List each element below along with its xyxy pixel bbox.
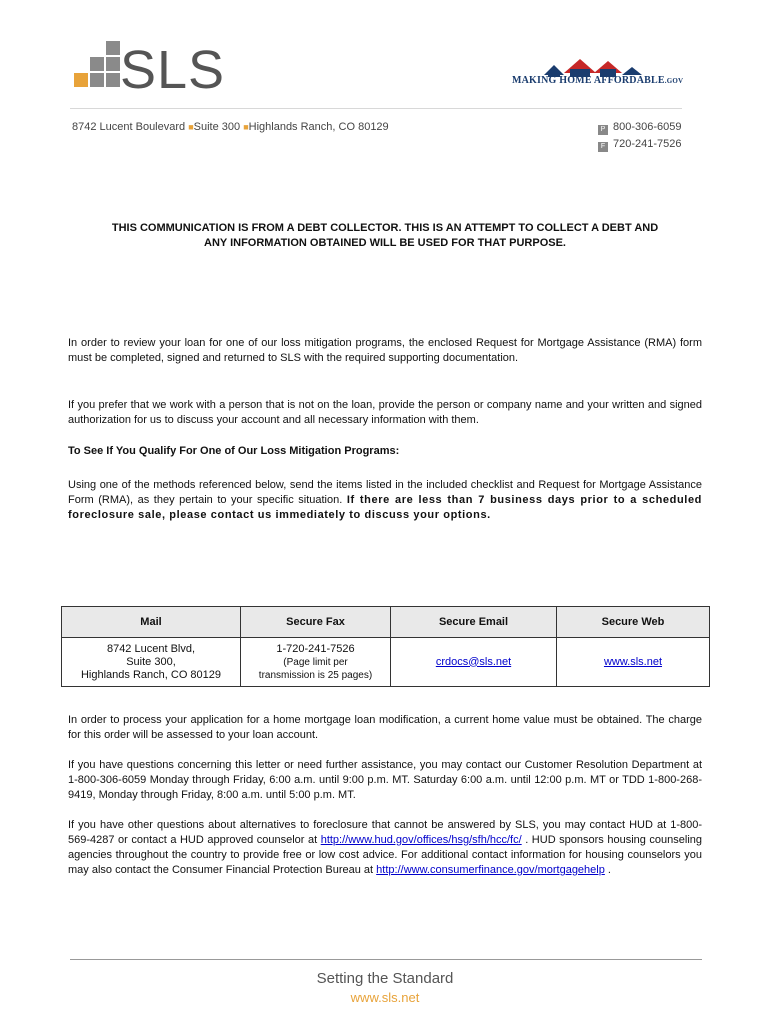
mail-line-1: 8742 Lucent Blvd, — [106, 642, 196, 655]
sls-logo — [70, 40, 226, 100]
hud-counselor-link[interactable]: http://www.hud.gov/offices/hsg/sfh/hcc/fc/ — [320, 834, 522, 846]
partner-logo-text: MAKING HOME AFFORDABLE — [512, 75, 665, 86]
table-header-row — [62, 607, 710, 638]
debt-collector-notice — [64, 221, 706, 251]
fax-note-2: transmission is 25 pages) — [258, 669, 373, 681]
mail-cell — [62, 638, 241, 687]
footer-tagline: Setting the Standard — [316, 970, 454, 987]
header-fax — [598, 138, 682, 152]
fax-number: 720-241-7526 — [613, 138, 682, 150]
houses-icon — [542, 55, 662, 77]
hud-text-a: If you have other questions about alternatives to foreclosure that cannot be answered by SLS, you may contact HUD at 1-800-569-4287 or contact a HUD approved counselor at — [68, 819, 702, 846]
address-city: Highlands Ranch, CO 80129 — [248, 121, 389, 133]
logo-square-gray-2 — [90, 57, 104, 71]
footer-website: www.sls.net — [350, 990, 420, 1005]
paragraph-authorization: If you prefer that we work with a person that is not on the loan, provide the person or company name and your written and signed authorization for us to discuss your account and all necessary information with them. — [68, 399, 702, 426]
paragraph-customer-resolution: If you have questions concerning this letter or need further assistance, you may contact our Customer Resolution Department at 1-800-306-6059 Monday through Friday, 6:00 a.m. until 9:00 p.m. MT. Saturday 6:00 a.m. until 12:00 p.m. MT or TDD 1-800-268-9419, Monday through Friday, 8:00 a.m. until 5:00 p.m. MT. — [68, 759, 702, 801]
foreclosure-warning: If there are less than 7 business days prior to a scheduled foreclosure sale, please contact us immediately to discuss your options. — [68, 494, 702, 521]
hud-text-c: . — [607, 864, 611, 876]
fax-icon: F — [598, 142, 608, 152]
methods-text: Using one of the methods referenced below, send the items listed in the included checklist and Request for Mortgage Assistance Form (RMA), as they pertain to your specific situation. — [68, 479, 702, 506]
header-secure-fax: Secure Fax — [241, 607, 391, 638]
email-cell — [391, 638, 557, 687]
secure-web-link[interactable]: www.sls.net — [603, 655, 663, 668]
secure-email-link[interactable]: crdocs@sls.net — [435, 655, 512, 668]
phone-icon: P — [598, 125, 608, 135]
footer-divider — [70, 959, 702, 960]
table-row — [62, 638, 710, 687]
header-phone — [598, 121, 682, 135]
mail-line-2: Suite 300, — [126, 655, 176, 668]
logo-square-gray-4 — [106, 57, 120, 71]
making-home-affordable-logo — [512, 55, 692, 95]
header-divider — [70, 108, 682, 109]
address-street: 8742 Lucent Boulevard — [72, 121, 186, 133]
logo-square-orange — [74, 73, 88, 87]
web-cell — [557, 638, 710, 687]
address-suite: Suite 300 — [193, 121, 241, 133]
cfpb-link[interactable]: http://www.consumerfinance.gov/mortgagehelp — [376, 864, 605, 876]
paragraph-hud — [68, 818, 702, 878]
paragraph-home-value: In order to process your application for a home mortgage loan modification, a current home value must be obtained. The charge for this order will be assessed to your loan account. — [68, 714, 702, 741]
mail-line-3: Highlands Ranch, CO 80129 — [80, 668, 222, 681]
company-address — [72, 121, 389, 133]
paragraph-rma: In order to review your loan for one of our loss mitigation programs, the enclosed Request for Mortgage Assistance (RMA) form must be completed, signed and returned to SLS with the required supporting documentation. — [68, 337, 702, 364]
logo-square-gray-1 — [90, 73, 104, 87]
phone-number: 800-306-6059 — [613, 121, 682, 133]
logo-square-gray-5 — [106, 41, 120, 55]
fax-cell — [241, 638, 391, 687]
notice-line-1: THIS COMMUNICATION IS FROM A DEBT COLLECTOR. THIS IS AN ATTEMPT TO COLLECT A DEBT AND — [111, 222, 659, 234]
submission-methods-table — [61, 606, 710, 687]
fax-note-1: (Page limit per — [283, 656, 348, 668]
section-heading: To See If You Qualify For One of Our Loss Mitigation Programs: — [68, 445, 400, 457]
header-secure-web: Secure Web — [557, 607, 710, 638]
logo-text: SLS — [120, 40, 226, 100]
header-mail: Mail — [62, 607, 241, 638]
header-secure-email: Secure Email — [391, 607, 557, 638]
bullet-icon: ■ — [188, 122, 194, 132]
secure-fax-number: 1-720-241-7526 — [276, 642, 355, 655]
notice-line-2: ANY INFORMATION OBTAINED WILL BE USED FOR THAT PURPOSE. — [204, 237, 566, 249]
logo-square-gray-3 — [106, 73, 120, 87]
partner-logo-suffix: .GOV — [664, 77, 684, 85]
paragraph-methods — [68, 478, 702, 523]
bullet-icon: ■ — [243, 122, 249, 132]
hud-text-b: . HUD sponsors housing counseling agencies throughout the country to provide free or low cost advice. For additional contact information for housing counselors you may also contact the Consumer Financial Protection Bureau at — [68, 834, 702, 876]
